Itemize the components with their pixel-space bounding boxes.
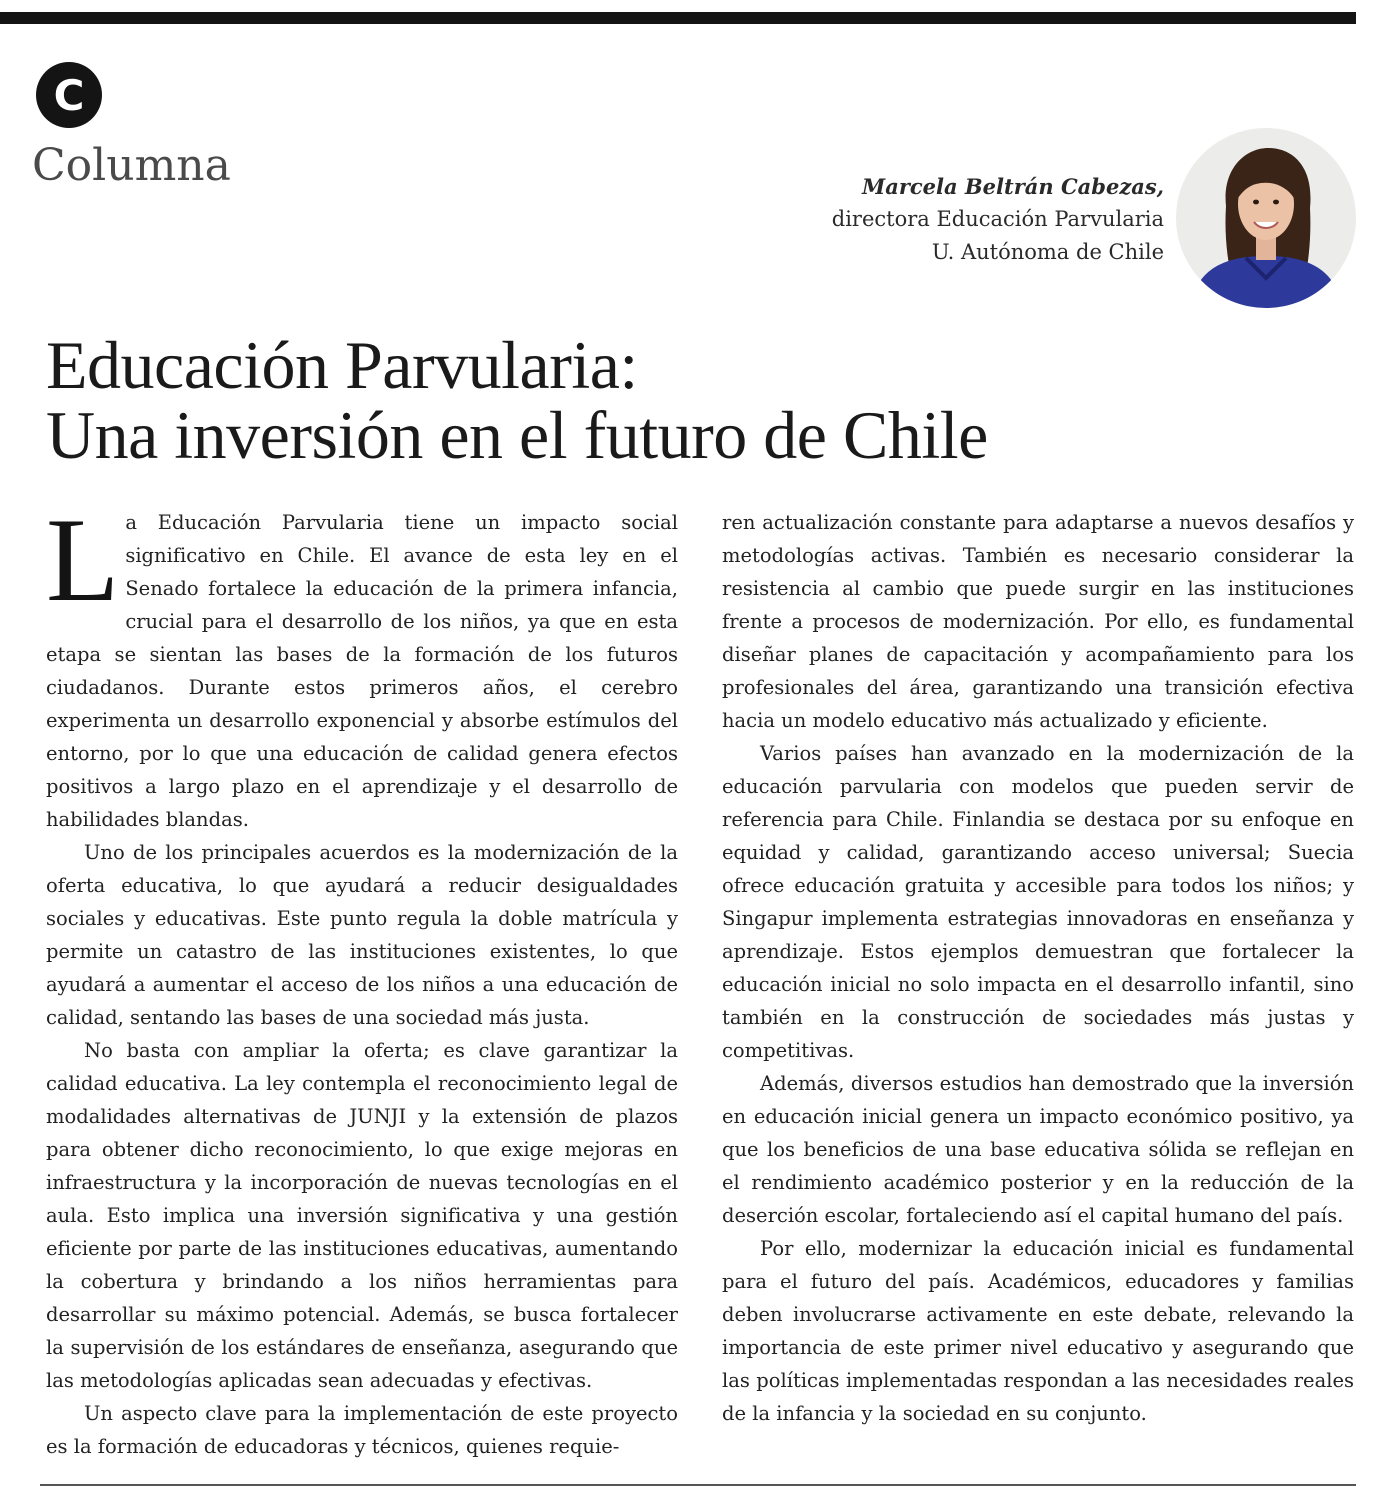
paragraph-text: a Educación Parvularia tiene un impacto social significativo en Chile. El avance de esta ley en el Senado fortalece la educación de la primera infancia, crucial para el desarrollo de los niños, ya que en esta etapa se sientan las bases de la formación de los futuros ciudadanos. Durante estos primeros años, el cerebro experimenta un desarrollo exponencial y absorbe estímulos del entorno, por lo que una educación de calidad genera efectos positivos a largo plazo en el aprendizaje y el desarrollo de habilidades blandas. — [46, 511, 678, 831]
drop-cap: L — [46, 493, 120, 626]
body-column-left — [46, 493, 678, 1463]
section-label: Columna — [32, 140, 231, 191]
section-badge-letter: C — [53, 70, 85, 120]
top-rule — [0, 12, 1356, 24]
paragraph: No basta con ampliar la oferta; es clave garantizar la calidad educativa. La ley contempla el reconocimiento legal de modalidades alternativas de JUNJI y la extensión de plazos para obtener dicho reconocimiento, lo que exige mejoras en infraestructura y la incorporación de nuevas tecnologías en el aula. Esto implica una inversión significativa y una gestión eficiente por parte de las instituciones educativas, aumentando la cobertura y brindando a los niños herramientas para desarrollar su máximo potencial. Además, se busca fortalecer la supervisión de los estándares de enseñanza, asegurando que las metodologías aplicadas sean adecuadas y efectivas. — [46, 1039, 678, 1392]
headline-line-1: Educación Parvularia: — [46, 327, 638, 403]
paragraph: Un aspecto clave para la implementación de este proyecto es la formación de educadoras y técnicos, quienes requie- — [46, 1402, 678, 1458]
author-institution: U. Autónoma de Chile — [931, 240, 1164, 264]
section-badge — [36, 62, 102, 128]
paragraph: Varios países han avanzado en la modernización de la educación parvularia con modelos que pueden servir de referencia para Chile. Finlandia se destaca por su enfoque en equidad y calidad, garantizando acceso universal; Suecia ofrece educación gratuita y accesible para todos los niños; y Singapur implementa estrategias innovadoras en enseñanza y aprendizaje. Estos ejemplos demuestran que fortalecer la educación inicial no solo impacta en el desarrollo infantil, sino también en la construcción de sociedades más justas y competitivas. — [722, 742, 1354, 1062]
bottom-rule — [40, 1484, 1356, 1486]
paragraph — [46, 493, 678, 836]
headline-line-2: Una inversión en el futuro de Chile — [46, 397, 988, 473]
paragraph: Además, diversos estudios han demostrado que la inversión en educación inicial genera un impacto económico positivo, ya que los beneficios de una base educativa sólida se reflejan en el rendimiento académico posterior y en la reducción de la deserción escolar, fortaleciendo así el capital humano del país. — [722, 1072, 1354, 1227]
paragraph: ren actualización constante para adaptarse a nuevos desafíos y metodologías activas. También es necesario considerar la resistencia al cambio que puede surgir en las instituciones frente a procesos de modernización. Por ello, es fundamental diseñar planes de capacitación y acompañamiento para los profesionales del área, garantizando una transición efectiva hacia un modelo educativo más actualizado y eficiente. — [722, 511, 1354, 732]
headline — [46, 327, 988, 473]
author-role: directora Educación Parvularia — [831, 207, 1164, 231]
author-name: Marcela Beltrán Cabezas, — [861, 174, 1164, 199]
byline — [832, 170, 1164, 269]
paragraph: Por ello, modernizar la educación inicial es fundamental para el futuro del país. Académicos, educadores y familias deben involucrarse activamente en este debate, relevando la importancia de este primer nivel educativo y asegurando que las políticas implementadas respondan a las necesidades reales de la infancia y la sociedad en su conjunto. — [722, 1237, 1354, 1425]
body-column-right — [722, 506, 1354, 1430]
paragraph: Uno de los principales acuerdos es la modernización de la oferta educativa, lo que ayudará a reducir desigualdades sociales y educativas. Este punto regula la doble matrícula y permite un catastro de las instituciones existentes, lo que ayudará a aumentar el acceso de los niños a una educación de calidad, sentando las bases de una sociedad más justa. — [46, 841, 678, 1029]
portrait-illustration — [1176, 128, 1356, 308]
author-portrait — [1176, 128, 1356, 308]
